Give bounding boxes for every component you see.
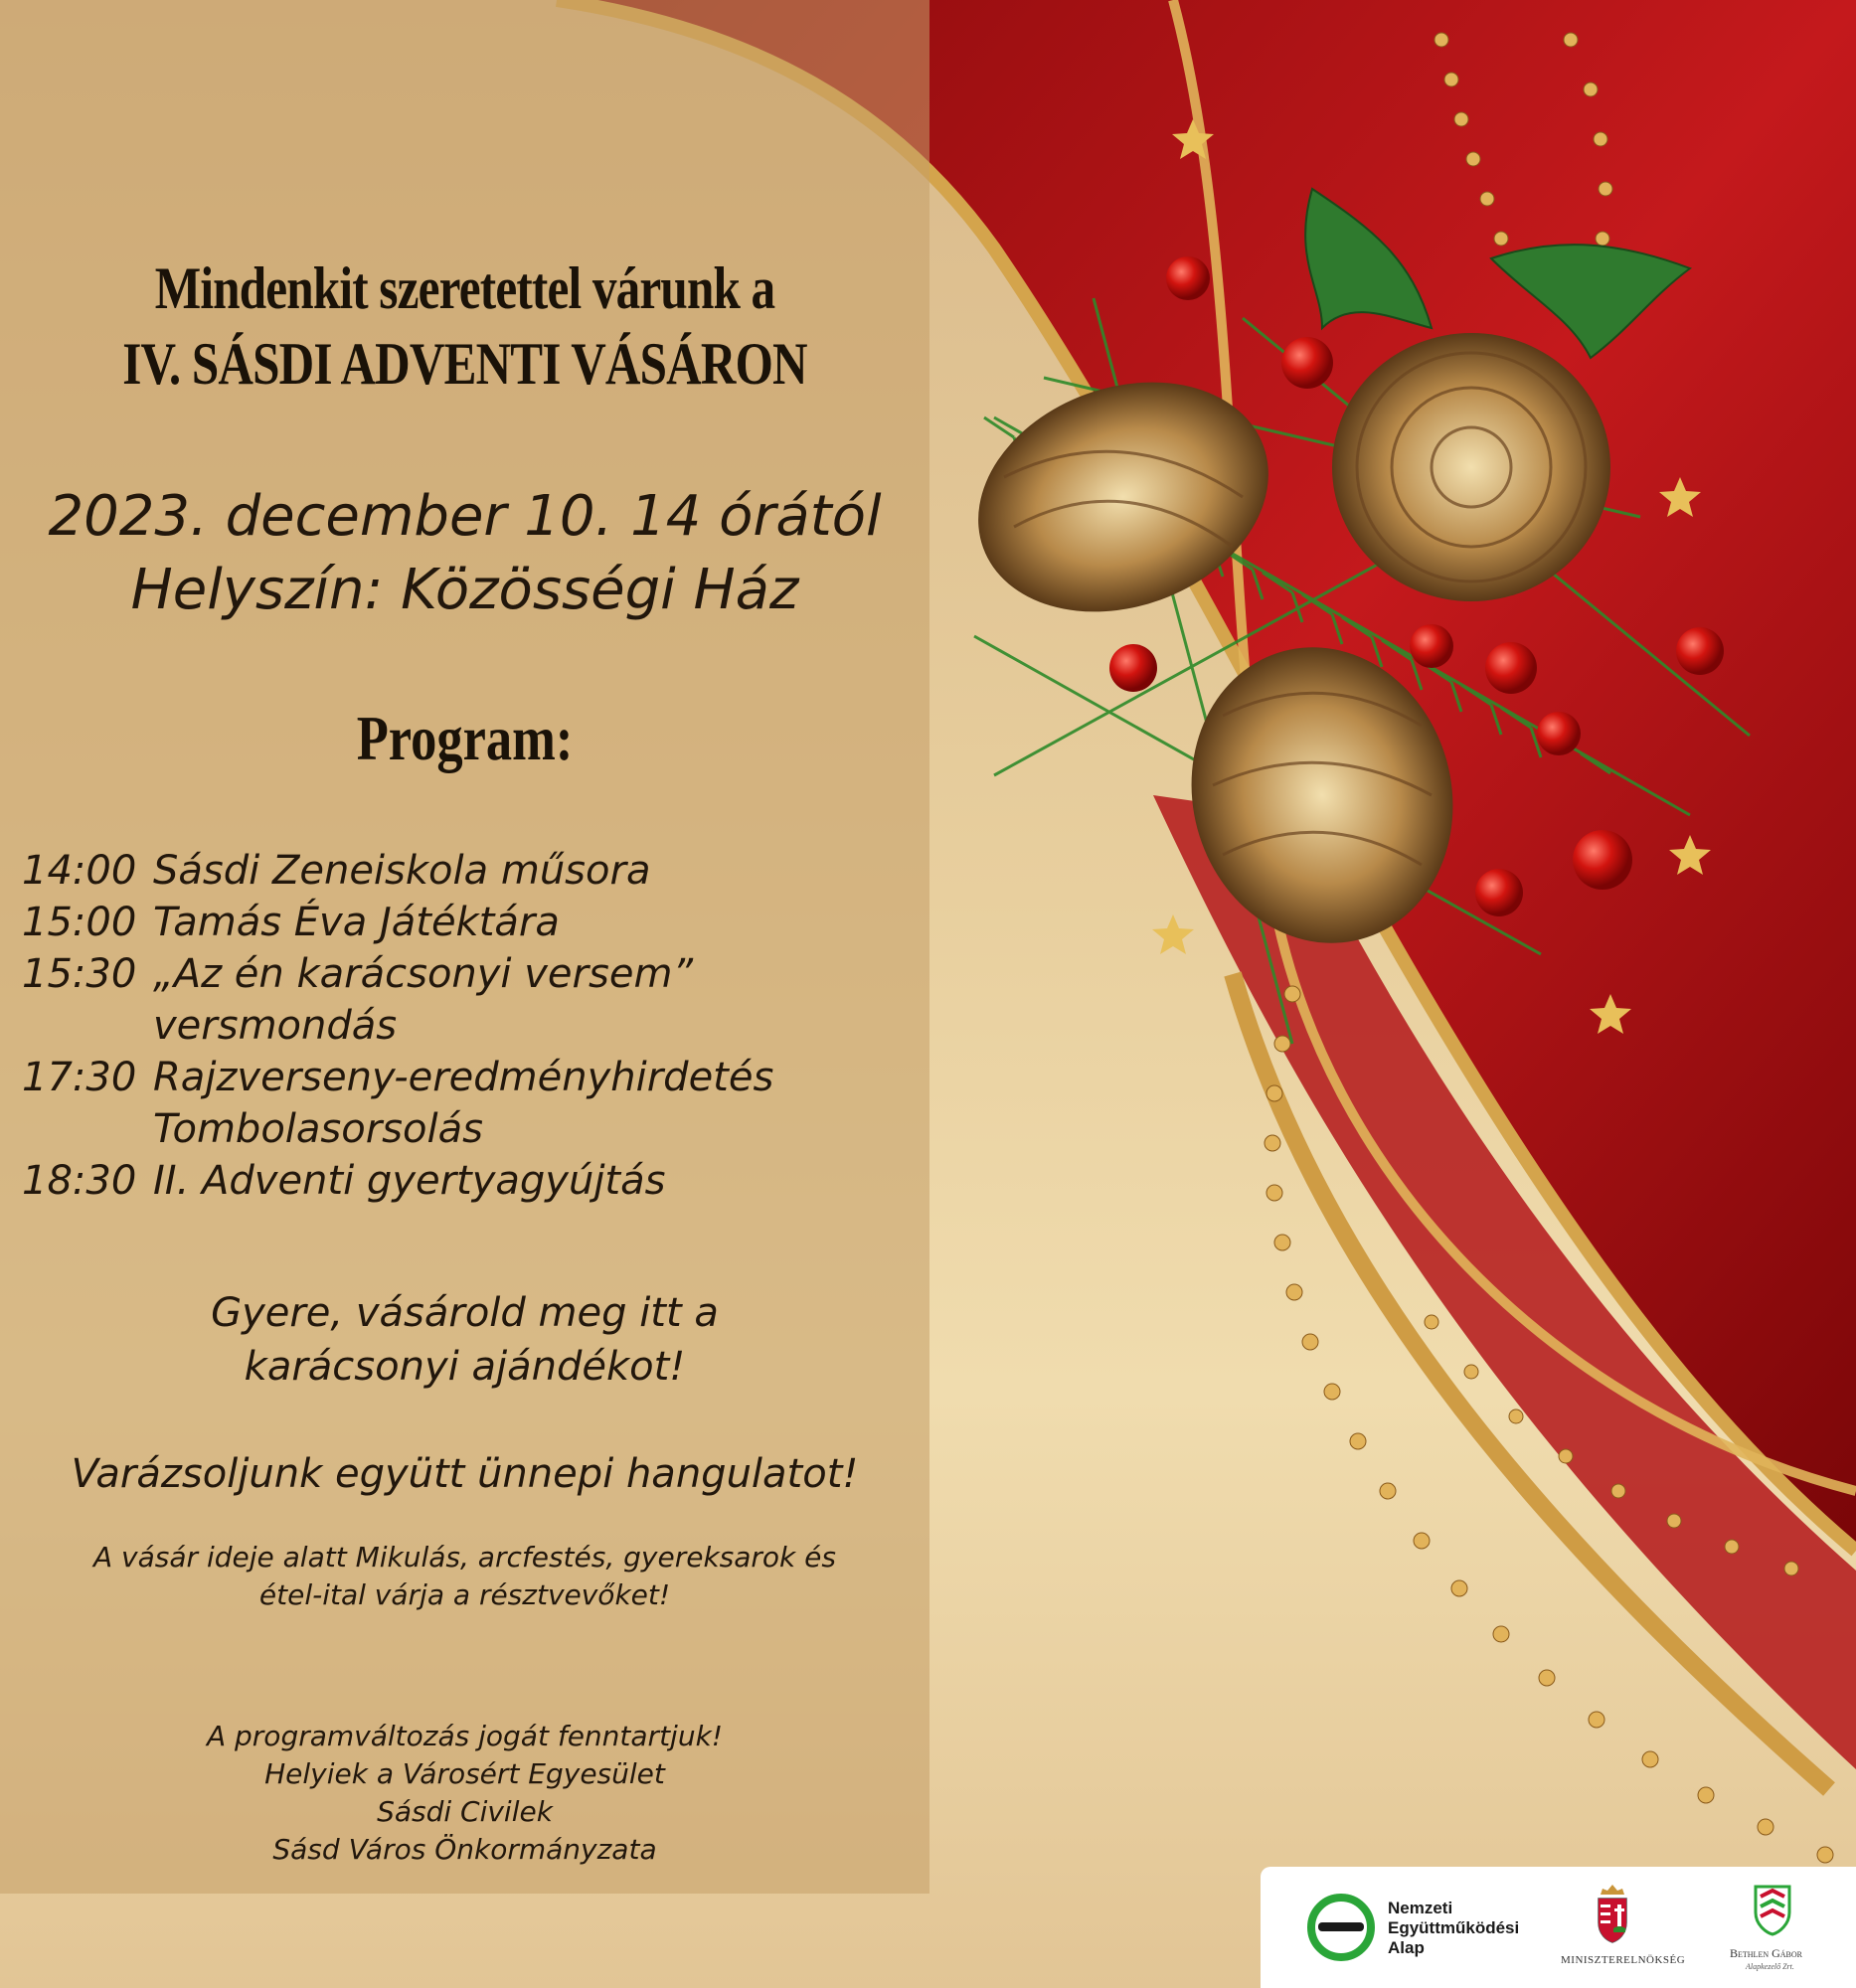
schedule-time: 15:00	[22, 900, 137, 945]
nea-logo-icon	[1304, 1891, 1378, 1964]
sponsor-logos	[1261, 1867, 1856, 1988]
schedule-time: 18:30	[22, 1158, 137, 1204]
schedule-row	[22, 845, 917, 897]
schedule-row	[22, 1155, 917, 1207]
schedule-row	[22, 1103, 917, 1155]
schedule-row	[22, 1000, 917, 1052]
footer-line3: Sásdi Civilek	[377, 1795, 553, 1828]
bethlen-gabor-subtext: Alapkezelő Zrt.	[1746, 1962, 1794, 1971]
schedule-desc: Rajzverseny-eredményhirdetés	[153, 1055, 774, 1100]
schedule-desc: Sásdi Zeneiskola műsora	[153, 848, 651, 894]
footer-line2: Helyiek a Városért Egyesület	[264, 1757, 665, 1790]
footer-line4: Sásd Város Önkormányzata	[272, 1833, 657, 1866]
program-schedule	[22, 845, 917, 1207]
footer-line1: A programváltozás jogát fenntartjuk!	[206, 1720, 724, 1752]
bethlen-gabor-logo-icon	[1752, 1883, 1793, 1936]
event-date: 2023. december 10. 14 órától	[48, 484, 882, 549]
ministry-logo-text: MINISZTERELNÖKSÉG	[1561, 1954, 1686, 1966]
schedule-row	[22, 897, 917, 948]
event-venue: Helyszín: Közösségi Ház	[130, 558, 799, 622]
schedule-desc: Tombolasorsolás	[153, 1106, 483, 1152]
heading-line2: IV. SÁSDI ADVENTI VÁSÁRON	[122, 331, 807, 397]
heading-line1: Mindenkit szeretettel várunk a	[154, 255, 775, 321]
schedule-time	[22, 1000, 153, 1052]
schedule-time: 15:30	[22, 951, 137, 997]
schedule-desc: Tamás Éva Játéktára	[153, 900, 560, 945]
schedule-time: 17:30	[22, 1055, 137, 1100]
extras-line2: étel-ital várja a résztvevőket!	[258, 1578, 671, 1611]
extras-line1: A vásár ideje alatt Mikulás, arcfestés, gyereksarok és	[93, 1541, 836, 1574]
bethlen-gabor-text: Bethlen Gábor	[1730, 1946, 1802, 1960]
schedule-time: 14:00	[22, 848, 137, 894]
schedule-desc: „Az én karácsonyi versem”	[153, 951, 694, 997]
nea-logo-text: Nemzeti Együttműködési Alap	[1388, 1899, 1520, 1957]
schedule-row	[22, 948, 917, 1000]
schedule-desc: versmondás	[153, 1003, 398, 1049]
schedule-row	[22, 1052, 917, 1103]
program-title: Program:	[356, 703, 574, 773]
hungarian-coat-of-arms-icon	[1593, 1881, 1632, 1946]
schedule-desc: II. Adventi gyertyagyújtás	[153, 1158, 666, 1204]
invite-line2: karácsonyi ajándékot!	[244, 1344, 686, 1390]
invite-line1: Gyere, vásárold meg itt a	[211, 1290, 719, 1336]
schedule-time	[22, 1103, 153, 1155]
invite-line3: Varázsoljunk együtt ünnepi hangulatot!	[71, 1451, 859, 1497]
